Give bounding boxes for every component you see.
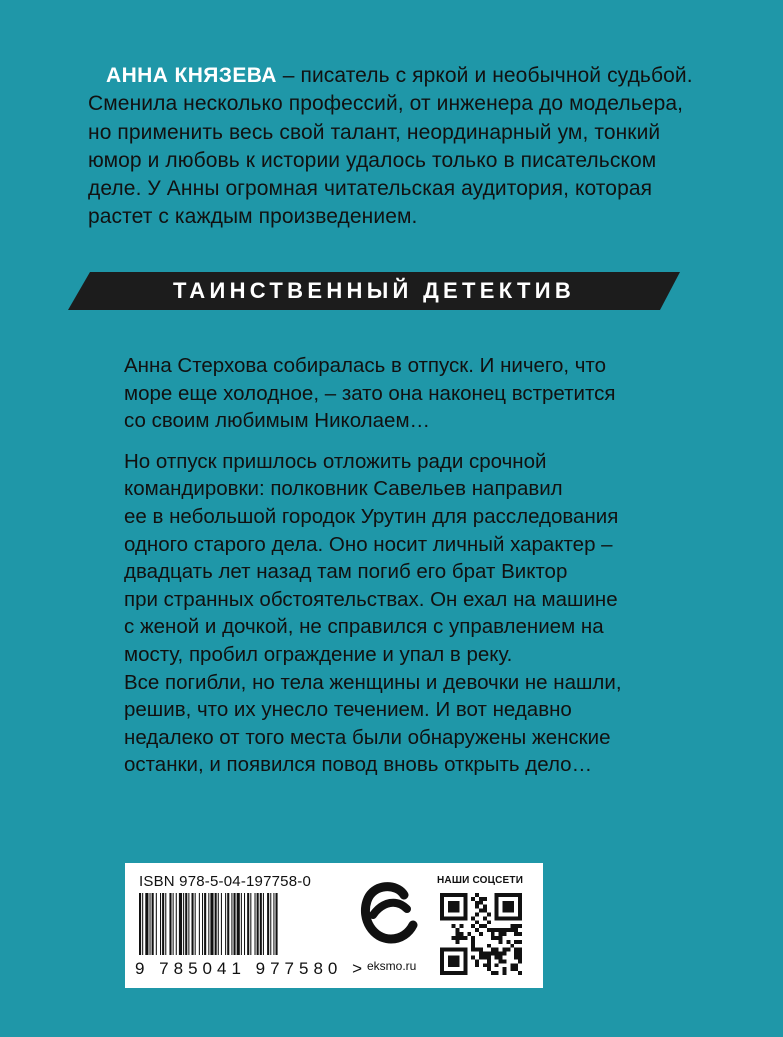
annotation-line: одного старого дела. Оно носит личный характер – <box>124 532 613 556</box>
isbn-text: ISBN 978-5-04-197758-0 <box>139 873 312 890</box>
barcode-block <box>125 863 543 988</box>
bio-line: юмор и любовь к истории удалось только в писательском <box>88 148 657 172</box>
annotation-paragraph <box>124 352 724 435</box>
annotation-line: с женой и дочкой, не справился с управлением на <box>124 615 604 639</box>
annotation-line: командировки: полковник Савельев направил <box>124 477 563 501</box>
barcode-bars <box>135 893 340 959</box>
annotation-line: Все погибли, но тела женщины и девочки не нашли, <box>124 670 622 694</box>
qr-code <box>440 893 522 975</box>
annotation-line: Но отпуск пришлось отложить ради срочной <box>124 449 547 473</box>
bio-line: – писатель с яркой и необычной судьбой. <box>276 64 693 87</box>
annotation-line: мосту, пробил ограждение и упал в реку. <box>124 642 513 666</box>
bio-line: растет с каждым произведением. <box>88 205 418 229</box>
annotation-line: при странных обстоятельствах. Он ехал на машине <box>124 587 618 611</box>
annotation-line: решив, что их унесло течением. И вот недавно <box>124 698 572 722</box>
annotation-line: недалеко от того места были обнаружены женские <box>124 725 611 749</box>
annotation-line: море еще холодное, – зато она наконец встретится <box>124 381 616 405</box>
social-label: НАШИ СОЦСЕТИ <box>437 875 524 886</box>
genre-banner <box>68 272 680 310</box>
annotation-line: останки, и появился повод вновь открыть дело… <box>124 753 593 777</box>
annotation-line: двадцать лет назад там погиб его брат Виктор <box>124 560 568 584</box>
annotation-line: ее в небольшой городок Урутин для расследования <box>124 504 619 528</box>
author-name: АННА КНЯЗЕВА <box>106 64 277 87</box>
ean-digits: 9 785041 977580 > <box>135 959 368 978</box>
bio-line: но применить весь свой талант, неординарный ум, тонкий <box>88 120 661 144</box>
publisher-site: eksmo.ru <box>367 959 417 973</box>
bio-line: деле. У Анны огромная читательская аудитория, которая <box>88 177 653 201</box>
book-annotation <box>124 352 724 779</box>
annotation-line: Анна Стерхова собиралась в отпуск. И ничего, что <box>124 354 606 377</box>
annotation-paragraph <box>124 448 724 779</box>
bio-line: Сменила несколько профессий, от инженера до модельера, <box>88 92 684 116</box>
genre-label: ТАИНСТВЕННЫЙ ДЕТЕКТИВ <box>172 278 576 303</box>
author-bio <box>88 62 718 232</box>
eksmo-logo-icon <box>357 877 419 955</box>
annotation-line: со своим любимым Николаем… <box>124 409 431 433</box>
